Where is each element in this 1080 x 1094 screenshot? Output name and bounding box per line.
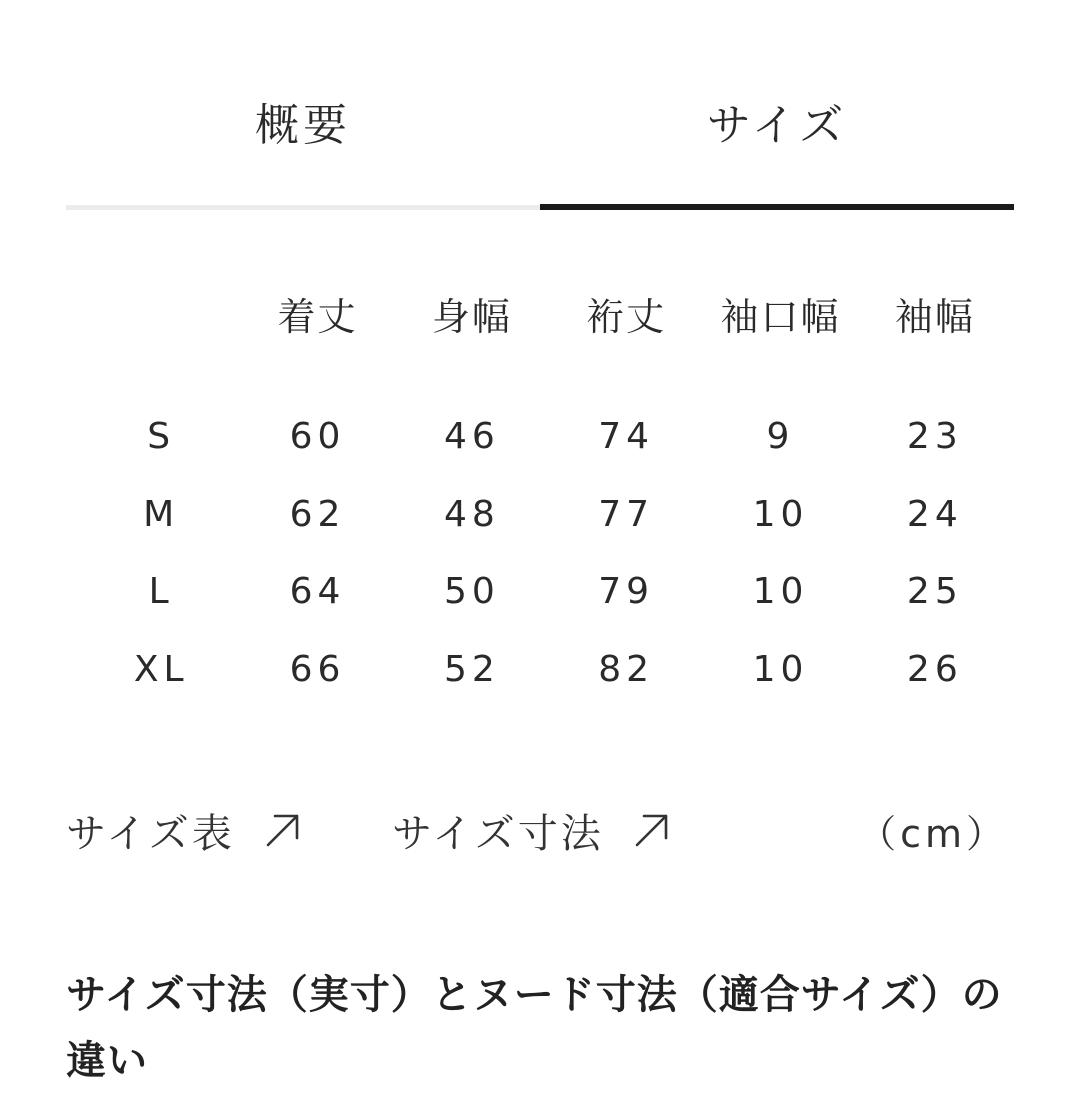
table-row: [82, 631, 1012, 709]
size-label: XL: [133, 648, 189, 690]
table-cell: 10: [752, 493, 809, 535]
size-table: [82, 280, 1012, 708]
section-heading: サイズ寸法（実寸）とヌード寸法（適合サイズ）の違い: [66, 972, 1003, 1084]
table-cell: 25: [906, 571, 963, 613]
table-row: [82, 553, 1012, 631]
header-cuff-width: 袖口幅: [720, 294, 841, 339]
table-cell: 66: [289, 648, 346, 690]
table-cell: 64: [289, 571, 346, 613]
table-cell: 79: [598, 571, 655, 613]
table-cell: 10: [752, 648, 809, 690]
table-cell: 74: [598, 416, 655, 458]
header-length: 着丈: [277, 294, 358, 339]
table-cell: 10: [752, 571, 809, 613]
size-label: M: [143, 493, 180, 535]
table-cell: 26: [906, 648, 963, 690]
table-cell: 52: [443, 648, 500, 690]
table-cell: 77: [598, 493, 655, 535]
table-cell: 24: [906, 493, 963, 535]
links-row: [66, 800, 1014, 860]
table-cell: 82: [598, 648, 655, 690]
table-cell: 23: [906, 416, 963, 458]
tab-overview[interactable]: [66, 0, 540, 210]
tab-overview-label: 概要: [255, 100, 351, 151]
external-arrow-icon: [263, 810, 303, 850]
header-sleeve-width: 袖幅: [894, 294, 975, 339]
size-measure-link[interactable]: [392, 800, 672, 860]
table-row: [82, 398, 1012, 476]
table-cell: 9: [766, 416, 795, 458]
tab-size-indicator: [540, 204, 1014, 210]
size-label: S: [147, 416, 176, 458]
size-table-header-row: [82, 280, 1012, 346]
size-label: L: [148, 571, 174, 613]
table-row: [82, 476, 1012, 554]
table-cell: 62: [289, 493, 346, 535]
tab-size-label: サイズ: [706, 100, 848, 151]
tab-bar: [66, 0, 1014, 210]
tab-size[interactable]: [540, 0, 1014, 210]
table-cell: 46: [443, 416, 500, 458]
external-arrow-icon: [632, 810, 672, 850]
table-cell: 60: [289, 416, 346, 458]
unit-label: （cm）: [858, 811, 1008, 856]
header-size: [82, 280, 240, 346]
table-cell: 50: [443, 571, 500, 613]
size-chart-link[interactable]: [66, 800, 303, 860]
table-cell: 48: [443, 493, 500, 535]
size-measure-link-label: サイズ寸法: [392, 810, 604, 857]
tab-overview-indicator: [66, 205, 540, 210]
header-width: 身幅: [431, 294, 512, 339]
header-sleeve-length: 裄丈: [586, 294, 667, 339]
size-chart-link-label: サイズ表: [66, 810, 235, 857]
